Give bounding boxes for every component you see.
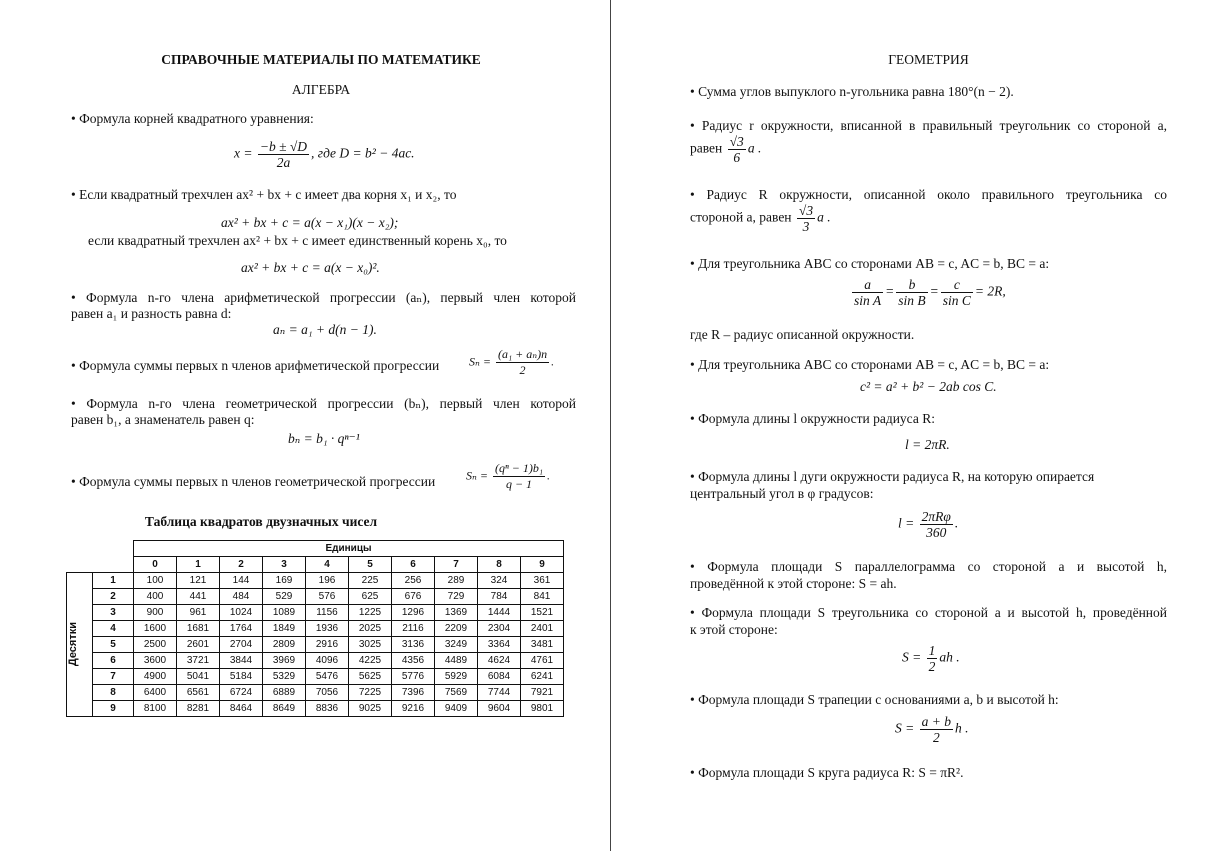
table-cell: 900 xyxy=(134,605,177,621)
formula-arc-length: l = 2πRφ 360 . xyxy=(898,509,959,540)
table-cell: 841 xyxy=(521,589,564,605)
table-cell: 529 xyxy=(263,589,306,605)
table-row xyxy=(67,669,564,685)
denominator: 6 xyxy=(733,150,741,165)
numerator: a xyxy=(852,277,883,293)
tens-header xyxy=(67,573,93,717)
formula-circumference: l = 2πR. xyxy=(905,437,950,452)
item-text: Формула площади S параллелограмма со стороной a и высотой h, xyxy=(707,559,1167,574)
numerator: c xyxy=(941,277,973,293)
list-item: • Для треугольника ABC со сторонами AB = c, AC = b, BC = a: xyxy=(690,256,1050,271)
item-text: Формула площади S трапеции с основаниями a, b и высотой h: xyxy=(698,692,1059,707)
numerator: √3 xyxy=(729,134,744,149)
corner-cell xyxy=(67,541,134,573)
table-cell: 961 xyxy=(177,605,220,621)
list-item: • Формула площади S треугольника со стороной a и высотой h, проведённой xyxy=(690,605,1167,620)
table-cell: 4624 xyxy=(478,653,521,669)
formula-arith-sum: Sₙ = $\frac{\text{(a₁ + aₙ)n}}{2}$ . xyxy=(469,347,555,377)
table-cell: 2916 xyxy=(306,637,349,653)
list-item: • Формула n-го члена геометрической прогрессии (bₙ), первый член которой xyxy=(71,396,576,411)
fraction xyxy=(852,277,883,308)
table-row xyxy=(67,621,564,637)
row-header: 2 xyxy=(93,589,134,605)
table-cell: 1849 xyxy=(263,621,306,637)
fraction xyxy=(493,461,545,492)
table-cell: 1296 xyxy=(392,605,435,621)
column-header: 3 xyxy=(263,557,306,573)
denominator: 2 xyxy=(932,730,940,745)
denominator: sin A xyxy=(854,293,882,308)
table-row xyxy=(67,701,564,717)
numerator: √3 xyxy=(798,203,814,218)
item-text: если квадратный трехчлен ax² + bx + c имеет единственный корень x₀, то xyxy=(88,233,507,248)
table-cell: 5929 xyxy=(435,669,478,685)
formula-arith-nth: aₙ = a₁ + d(n − 1). xyxy=(273,322,377,337)
table-cell: 1369 xyxy=(435,605,478,621)
row-header: 7 xyxy=(93,669,134,685)
fraction xyxy=(728,134,746,165)
formula-part: равен xyxy=(690,140,723,156)
table-cell: 8836 xyxy=(306,701,349,717)
table-row xyxy=(67,589,564,605)
table-cell: 1225 xyxy=(349,605,392,621)
formula-part: S = xyxy=(902,649,922,665)
table-cell: 225 xyxy=(349,573,392,589)
table-cell: 5776 xyxy=(392,669,435,685)
column-header: 7 xyxy=(435,557,478,573)
row-header: 1 xyxy=(93,573,134,589)
fraction xyxy=(941,277,973,308)
numerator: a + b xyxy=(921,714,951,729)
table-cell: 6561 xyxy=(177,685,220,701)
table-cell: 3136 xyxy=(392,637,435,653)
denominator: 2a xyxy=(276,155,291,170)
table-cell: 6241 xyxy=(521,669,564,685)
fraction xyxy=(797,203,815,234)
column-header: 1 xyxy=(177,557,220,573)
item-text xyxy=(690,203,831,234)
formula-part: S = xyxy=(895,720,915,736)
table-cell: 7744 xyxy=(478,685,521,701)
item-text xyxy=(690,134,761,165)
column-header: 9 xyxy=(521,557,564,573)
column-header: 0 xyxy=(134,557,177,573)
table-row xyxy=(67,605,564,621)
column-header: 6 xyxy=(392,557,435,573)
row-header: 5 xyxy=(93,637,134,653)
item-text: равен b₁, а знаменатель равен q: xyxy=(71,412,255,427)
formula-cosine-law: c² = a² + b² − 2ab cos C. xyxy=(860,379,997,394)
table-cell: 2304 xyxy=(478,621,521,637)
item-text: проведённой к этой стороне: S = ah. xyxy=(690,576,897,591)
table-cell: 196 xyxy=(306,573,349,589)
table-cell: 3600 xyxy=(134,653,177,669)
row-header: 8 xyxy=(93,685,134,701)
squares-table xyxy=(66,540,564,717)
table-cell: 5625 xyxy=(349,669,392,685)
list-item: • Сумма углов выпуклого n-угольника равна 180°(n − 2). xyxy=(690,84,1014,99)
table-cell: 5041 xyxy=(177,669,220,685)
list-item: • Формула суммы первых n членов арифметической прогрессии xyxy=(71,358,440,373)
table-cell: 4356 xyxy=(392,653,435,669)
table-cell: 4900 xyxy=(134,669,177,685)
fraction xyxy=(920,714,953,745)
table-cell: 1600 xyxy=(134,621,177,637)
table-cell: 7569 xyxy=(435,685,478,701)
formula-part: a . xyxy=(817,209,831,225)
table-cell: 361 xyxy=(521,573,564,589)
table-cell: 1089 xyxy=(263,605,306,621)
table-cell: 2809 xyxy=(263,637,306,653)
table-cell: 1681 xyxy=(177,621,220,637)
table-cell: 484 xyxy=(220,589,263,605)
numerator: b xyxy=(896,277,927,293)
item-text: Для треугольника ABC со сторонами AB = c, AC = b, BC = a: xyxy=(698,256,1050,271)
numerator: 2πRφ xyxy=(921,509,951,524)
table-cell: 2601 xyxy=(177,637,220,653)
table-cell: 8281 xyxy=(177,701,220,717)
formula-part: = 2R, xyxy=(974,283,1006,299)
formula-part: ah . xyxy=(939,649,960,665)
table-cell: 784 xyxy=(478,589,521,605)
fraction xyxy=(896,277,927,308)
formula-factor-one: ax² + bx + c = a(x − x₀)². xyxy=(241,260,380,275)
formula-part: Sₙ = xyxy=(469,354,491,369)
table-cell: 400 xyxy=(134,589,177,605)
table-cell: 4761 xyxy=(521,653,564,669)
table-cell: 9801 xyxy=(521,701,564,717)
row-header: 4 xyxy=(93,621,134,637)
table-row xyxy=(67,653,564,669)
list-item: • Радиус R окружности, описанной около правильного треугольника со xyxy=(690,187,1168,202)
table-cell: 6724 xyxy=(220,685,263,701)
table-cell: 9604 xyxy=(478,701,521,717)
table-cell: 5184 xyxy=(220,669,263,685)
formula-part: h . xyxy=(955,720,969,736)
item-text: Радиус R окружности, описанной около правильного треугольника со xyxy=(706,187,1168,202)
document-title: СПРАВОЧНЫЕ МАТЕРИАЛЫ ПО МАТЕМАТИКЕ xyxy=(161,52,481,67)
table-cell: 1521 xyxy=(521,605,564,621)
numerator: 1 xyxy=(928,643,936,658)
formula-part: x = xyxy=(234,145,253,161)
column-header: 2 xyxy=(220,557,263,573)
item-text: Формула длины l окружности радиуса R: xyxy=(698,411,935,426)
list-item: • Формула n-го члена арифметической прогрессии (aₙ), первый член которой xyxy=(71,290,576,305)
fraction xyxy=(496,347,549,378)
item-text: Формула корней квадратного уравнения: xyxy=(79,111,314,126)
fraction xyxy=(920,509,953,540)
table-cell: 289 xyxy=(435,573,478,589)
item-text: центральный угол в φ градусов: xyxy=(690,486,874,501)
formula-trapezoid-area xyxy=(895,714,969,745)
fraction xyxy=(927,643,938,674)
table-cell: 8100 xyxy=(134,701,177,717)
item-text: Формула длины l дуги окружности радиуса R, на которую опирается xyxy=(698,469,1095,484)
item-text: где R – радиус описанной окружности. xyxy=(690,327,915,342)
item-text: Сумма углов выпуклого n-угольника равна 180°(n − 2). xyxy=(698,84,1014,99)
numerator: −b ± √D xyxy=(259,139,308,154)
list-item: • Формула площади S круга радиуса R: S = πR². xyxy=(690,765,964,780)
item-text: равен a₁ и разность равна d: xyxy=(71,306,232,321)
table-row xyxy=(67,573,564,589)
table-row xyxy=(67,637,564,653)
table-cell: 3481 xyxy=(521,637,564,653)
item-text: Формула площади S треугольника со стороной a и высотой h, проведённой xyxy=(701,605,1167,620)
units-header: Единицы xyxy=(134,541,564,557)
list-item: • Формула длины l дуги окружности радиуса R, на которую опирается xyxy=(690,469,1095,484)
table-cell: 4225 xyxy=(349,653,392,669)
table-cell: 1936 xyxy=(306,621,349,637)
table-cell: 5329 xyxy=(263,669,306,685)
numerator: (qⁿ − 1)b₁ xyxy=(494,461,544,475)
list-item: • Если квадратный трехчлен ax² + bx + c имеет два корня x₁ и x₂, то xyxy=(71,187,457,202)
denominator: 2 xyxy=(519,363,526,377)
formula-factor-two: ax² + bx + c = a(x − x₁)(x − x₂); xyxy=(221,215,399,230)
item-text: Формула суммы первых n членов геометрической прогрессии xyxy=(79,474,436,489)
formula-part: a . xyxy=(747,140,762,156)
column-header: 8 xyxy=(478,557,521,573)
denominator: 360 xyxy=(926,525,947,540)
table-cell: 7396 xyxy=(392,685,435,701)
formula-quadratic-roots xyxy=(234,139,415,170)
table-cell: 2209 xyxy=(435,621,478,637)
table-cell: 3364 xyxy=(478,637,521,653)
table-cell: 256 xyxy=(392,573,435,589)
table-cell: 2500 xyxy=(134,637,177,653)
item-text: Формула n-го члена геометрической прогрессии (bₙ), первый член которой xyxy=(86,396,576,411)
table-cell: 2025 xyxy=(349,621,392,637)
formula-geom-nth: bₙ = b₁ · qⁿ⁻¹ xyxy=(288,431,360,446)
formula-part: , где D = b² − 4ac. xyxy=(311,145,415,161)
formula-part: Sₙ = xyxy=(466,468,488,483)
row-header: 3 xyxy=(93,605,134,621)
table-cell: 1024 xyxy=(220,605,263,621)
table-cell: 324 xyxy=(478,573,521,589)
table-cell: 5476 xyxy=(306,669,349,685)
table-cell: 1764 xyxy=(220,621,263,637)
table-cell: 3721 xyxy=(177,653,220,669)
section-geometry: ГЕОМЕТРИЯ xyxy=(888,52,969,67)
list-item: • Формула площади S трапеции с основаниями a, b и высотой h: xyxy=(690,692,1059,707)
item-text: Для треугольника ABC со сторонами AB = c, AC = b, BC = a: xyxy=(698,357,1050,372)
formula-part: стороной a, равен xyxy=(690,209,792,225)
table-cell: 9025 xyxy=(349,701,392,717)
table-cell: 6084 xyxy=(478,669,521,685)
table-cell: 121 xyxy=(177,573,220,589)
denominator: sin C xyxy=(942,293,971,308)
table-title: Таблица квадратов двузначных чисел xyxy=(144,514,378,529)
table-cell: 144 xyxy=(220,573,263,589)
table-cell: 2704 xyxy=(220,637,263,653)
table-cell: 576 xyxy=(306,589,349,605)
table-cell: 9216 xyxy=(392,701,435,717)
table-cell: 8464 xyxy=(220,701,263,717)
table-cell: 3025 xyxy=(349,637,392,653)
table-cell: 6400 xyxy=(134,685,177,701)
table-cell: 2116 xyxy=(392,621,435,637)
item-text: Формула суммы первых n членов арифметической прогрессии xyxy=(79,358,440,373)
row-header: 9 xyxy=(93,701,134,717)
section-algebra: АЛГЕБРА xyxy=(291,82,351,97)
table-cell: 3969 xyxy=(263,653,306,669)
list-item: • Формула длины l окружности радиуса R: xyxy=(690,411,935,426)
page-divider xyxy=(610,0,611,851)
table-cell: 8649 xyxy=(263,701,306,717)
table-cell: 729 xyxy=(435,589,478,605)
denominator: q − 1 xyxy=(505,477,533,491)
table-cell: 4489 xyxy=(435,653,478,669)
fraction xyxy=(258,139,309,170)
table-cell: 7056 xyxy=(306,685,349,701)
left-page xyxy=(66,0,576,851)
column-header: 5 xyxy=(349,557,392,573)
table-cell: 4096 xyxy=(306,653,349,669)
list-item: • Для треугольника ABC со сторонами AB = c, AC = b, BC = a: xyxy=(690,357,1050,372)
item-text: Формула n-го члена арифметической прогрессии (aₙ), первый член которой xyxy=(86,290,576,305)
formula-triangle-area xyxy=(902,643,960,674)
item-text: Если квадратный трехчлен ax² + bx + c имеет два корня x₁ и x₂, то xyxy=(79,187,457,202)
table-cell: 676 xyxy=(392,589,435,605)
table-cell: 1156 xyxy=(306,605,349,621)
denominator: 2 xyxy=(928,659,936,674)
numerator: (a₁ + aₙ)n xyxy=(497,347,548,361)
formula-part: l = xyxy=(898,515,915,531)
table-cell: 1444 xyxy=(478,605,521,621)
list-item: • Формула суммы первых n членов геометрической прогрессии xyxy=(71,474,436,489)
item-text: Радиус r окружности, вписанной в правильный треугольник со стороной a, xyxy=(701,118,1167,133)
list-item: • Формула площади S параллелограмма со стороной a и высотой h, xyxy=(690,559,1167,574)
table-cell: 2401 xyxy=(521,621,564,637)
table-cell: 169 xyxy=(263,573,306,589)
table-cell: 9409 xyxy=(435,701,478,717)
denominator: sin B xyxy=(898,293,926,308)
table-cell: 6889 xyxy=(263,685,306,701)
table-cell: 441 xyxy=(177,589,220,605)
table-cell: 3249 xyxy=(435,637,478,653)
right-page xyxy=(690,0,1167,851)
item-text: к этой стороне: xyxy=(690,622,778,637)
formula-sine-law: $\frac{a}{\text{sin A}}$ = $\frac{b}{\text{sin B}}$ = $\frac{c}{\text{sin C}}$ = 2R, xyxy=(854,277,1006,308)
item-text: Формула площади S круга радиуса R: S = πR². xyxy=(698,765,964,780)
list-item: • Радиус r окружности, вписанной в правильный треугольник со стороной a, xyxy=(690,118,1167,133)
column-header: 4 xyxy=(306,557,349,573)
denominator: 3 xyxy=(802,219,810,234)
tens-label: Десятки xyxy=(67,622,79,667)
table-cell: 7921 xyxy=(521,685,564,701)
table-cell: 625 xyxy=(349,589,392,605)
table-cell: 7225 xyxy=(349,685,392,701)
row-header: 6 xyxy=(93,653,134,669)
table-cell: 3844 xyxy=(220,653,263,669)
list-item: • Формула корней квадратного уравнения: xyxy=(71,111,314,126)
table-cell: 100 xyxy=(134,573,177,589)
table-row xyxy=(67,685,564,701)
formula-geom-sum: Sₙ = $\frac{\text{(qⁿ − 1)b₁}}{q - 1}$ . xyxy=(466,461,551,491)
